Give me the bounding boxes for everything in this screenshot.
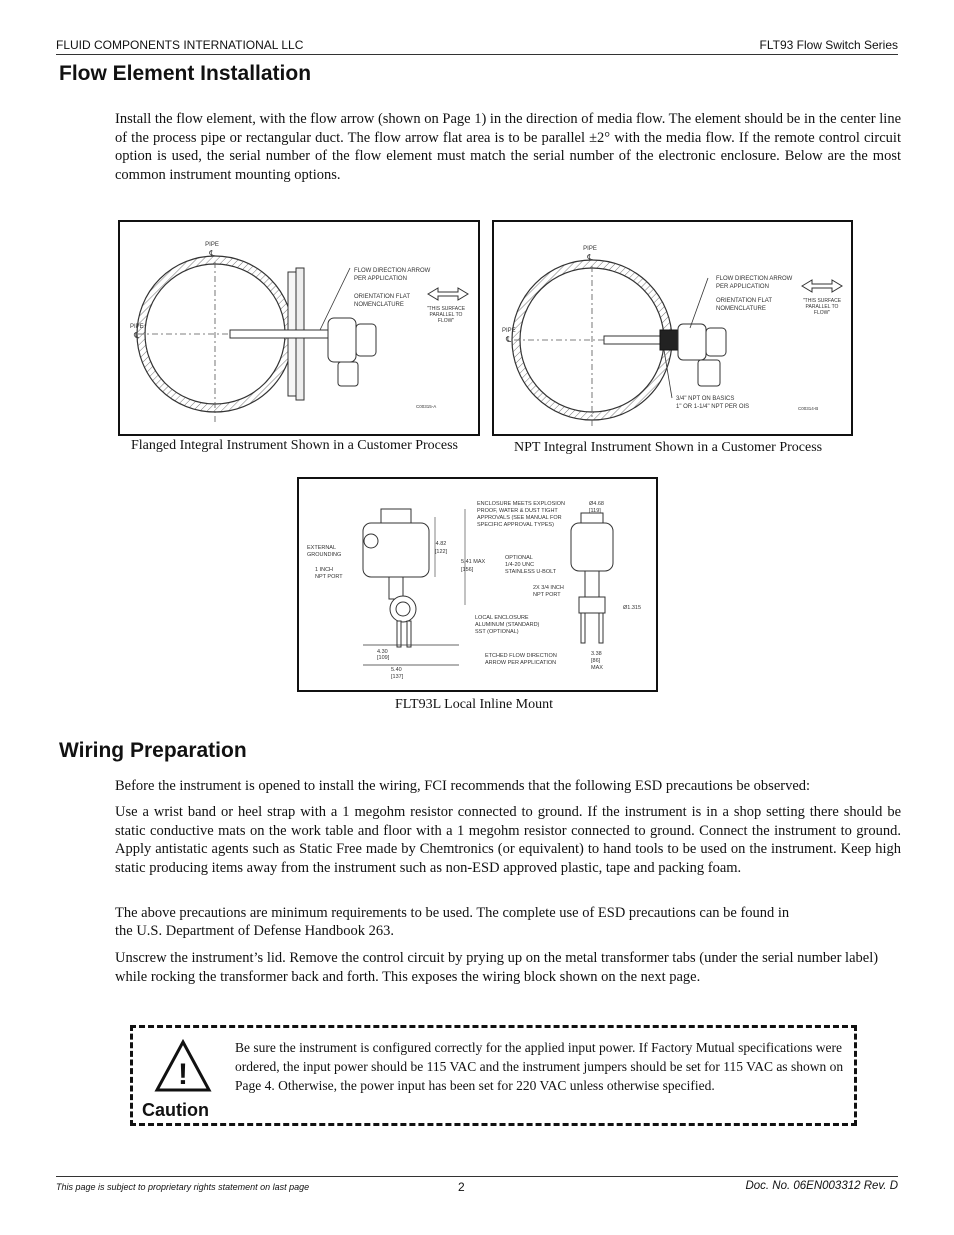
svg-text:ALUMINUM (STANDARD): ALUMINUM (STANDARD) [475,622,540,628]
figure-npt-integral [492,220,853,436]
warning-triangle-icon [153,1038,213,1094]
svg-text:C00315-A: C00315-A [416,404,437,409]
svg-text:[86]: [86] [591,658,601,664]
enclosure-side [363,523,429,577]
svg-text:FLOW": FLOW" [813,310,831,316]
svg-text:℄: ℄ [134,331,140,340]
svg-text:[119]: [119] [589,508,601,514]
svg-text:Ø1.315: Ø1.315 [623,605,642,611]
header-rule [56,54,898,55]
svg-text:NPT PORT: NPT PORT [533,592,561,598]
wiring-paragraph-1: Before the instrument is opened to install the wiring, FCI recommends that the following ESD precautions be observed: [115,778,811,794]
svg-text:ENCLOSURE MEETS EXPLOSION: ENCLOSURE MEETS EXPLOSION [477,501,566,507]
svg-text:ARROW PER APPLICATION: ARROW PER APPLICATION [485,660,557,666]
wiring-paragraph-3b: the U.S. Department of Defense Handbook 263. [115,923,395,939]
svg-text:"THIS SURFACE: "THIS SURFACE [426,306,466,312]
installation-paragraph: Install the flow element, with the flow arrow (shown on Page 1) in the direction of media flow. The element should be in the center line of the process pipe or rectangular duct. The flow arrow flat area is to be parallel ±2° with the media flow. If the remote control circuit option is used, the serial number of the flow element must match the serial number of the electronic enclosure. Below are the most common instrument mounting options. [115,111,902,183]
svg-text:Ø4.68: Ø4.68 [589,501,604,507]
svg-text:PARALLEL TO: PARALLEL TO [805,304,839,310]
svg-text:C00314-B: C00314-B [798,406,819,411]
wiring-paragraph-3a: The above precautions are minimum requirements to be used. The complete use of ESD precautions can be found in [115,905,790,921]
svg-text:℄: ℄ [506,335,512,344]
svg-text:PARALLEL TO: PARALLEL TO [429,312,463,318]
svg-text:SPECIFIC APPROVAL TYPES): SPECIFIC APPROVAL TYPES) [477,522,554,528]
svg-text:PIPE: PIPE [583,246,597,252]
svg-text:ETCHED FLOW DIRECTION: ETCHED FLOW DIRECTION [485,653,557,659]
figure-local-inline [297,477,658,692]
svg-text:PER APPLICATION: PER APPLICATION [716,284,769,290]
svg-text:ORIENTATION FLAT: ORIENTATION FLAT [354,294,411,300]
section-title-flow-element-installation: Flow Element Installation [59,62,312,85]
svg-text:PROOF, WATER & DUST TIGHT: PROOF, WATER & DUST TIGHT [477,508,558,514]
svg-text:NPT PORT: NPT PORT [315,574,343,580]
svg-text:PER APPLICATION: PER APPLICATION [354,276,407,282]
pipe-left-label: PIPE [130,324,144,330]
figure-flanged-integral [118,220,480,436]
footer-rule [56,1176,898,1177]
caption-npt: NPT Integral Instrument Shown in a Customer Process [514,440,823,455]
svg-text:PIPE: PIPE [502,328,516,334]
wiring-paragraph-2: Use a wrist band or heel strap with a 1 megohm resistor connected to ground. If the instrument is in a shop setting there should be static conductive mats on the work table and floor with a 1 megohm resistor connected to ground. Connect the instrument to ground. Apply antistatic agents such as Static Free made by Chemtronics (or equivalent) to hand tools to be used on the instrument. Keep high static producing items away from the instrument such as non-ESD approved plastic, tape and packing foam. [115,804,901,876]
svg-text:[122]: [122] [434,549,448,555]
page-number: 2 [458,1180,465,1194]
header-company: FLUID COMPONENTS INTERNATIONAL LLC [56,38,304,52]
flow-arrow-icon [802,280,842,292]
pipe-top-label: PIPE [205,242,219,248]
local-inline-diagram [299,479,656,690]
caution-box [130,1025,857,1126]
svg-text:GROUNDING: GROUNDING [307,552,342,558]
svg-text:3.38: 3.38 [591,651,602,657]
svg-text:!: ! [178,1058,188,1091]
caption-flanged: Flanged Integral Instrument Shown in a Customer Process [131,438,459,453]
caution-text: Be sure the instrument is configured correctly for the applied input power. If Factory Mutual specifications were ordered, the input power should be 115 VAC and the instrument jumpers should be set for 115 VAC as shown on Page 4. Otherwise, the power input has been set for 220 VAC unless otherwise specified. [235,1040,844,1093]
svg-text:1/4-20 UNC: 1/4-20 UNC [505,562,535,568]
svg-text:OPTIONAL: OPTIONAL [505,555,533,561]
svg-text:℄: ℄ [209,249,215,258]
footer-notice: This page is subject to proprietary rights statement on last page [56,1182,310,1192]
svg-text:STAINLESS U-BOLT: STAINLESS U-BOLT [505,569,557,575]
probe [230,330,330,338]
wiring-paragraph-4: Unscrew the instrument’s lid. Remove the control circuit by prying up on the metal transformer tabs (under the serial number label) while rocking the transformer back and forth. This exposes the wiring block shown on the next page. [115,950,879,985]
svg-text:FLOW": FLOW" [437,318,455,324]
svg-text:SST (OPTIONAL): SST (OPTIONAL) [475,629,519,635]
svg-text:[109]: [109] [377,655,390,661]
svg-text:5.41 MAX: 5.41 MAX [461,559,486,565]
svg-text:3/4" NPT ON BASICS: 3/4" NPT ON BASICS [676,396,735,402]
svg-text:2X 3/4 INCH: 2X 3/4 INCH [533,585,564,591]
enclosure [328,318,356,362]
npt-diagram [494,222,851,434]
flanged-diagram [120,222,478,434]
svg-text:[156]: [156] [461,567,474,573]
svg-text:MAX: MAX [591,665,603,671]
svg-text:FLOW DIRECTION ARROW: FLOW DIRECTION ARROW [716,276,793,282]
svg-text:4.30: 4.30 [377,649,388,655]
svg-text:EXTERNAL: EXTERNAL [307,545,337,551]
section-title-wiring-preparation: Wiring Preparation [59,739,247,762]
svg-text:LOCAL ENCLOSURE: LOCAL ENCLOSURE [475,615,529,621]
caption-local-inline: FLT93L Local Inline Mount [395,697,553,712]
caution-label: Caution [142,1100,209,1120]
svg-text:FLOW DIRECTION ARROW: FLOW DIRECTION ARROW [354,268,431,274]
svg-text:1 INCH: 1 INCH [315,567,334,573]
svg-text:APPROVALS (SEE MANUAL FOR: APPROVALS (SEE MANUAL FOR [477,515,562,521]
doc-number: Doc. No. 06EN003312 Rev. D [745,1180,898,1192]
svg-text:ORIENTATION FLAT: ORIENTATION FLAT [716,298,773,304]
flow-arrow-icon [428,288,468,300]
svg-text:"THIS SURFACE: "THIS SURFACE [802,298,842,304]
svg-text:[137]: [137] [391,674,404,680]
svg-text:NOMENCLATURE: NOMENCLATURE [354,302,404,308]
header-series: FLT93 Flow Switch Series [759,38,898,52]
enclosure-front [571,523,613,571]
npt-fitting [660,330,678,350]
svg-text:5.40: 5.40 [391,667,402,673]
svg-text:℄: ℄ [587,253,593,262]
svg-text:NOMENCLATURE: NOMENCLATURE [716,306,766,312]
svg-text:4.82: 4.82 [435,541,447,547]
svg-text:1" OR 1-1/4" NPT PER OIS: 1" OR 1-1/4" NPT PER OIS [676,404,750,410]
